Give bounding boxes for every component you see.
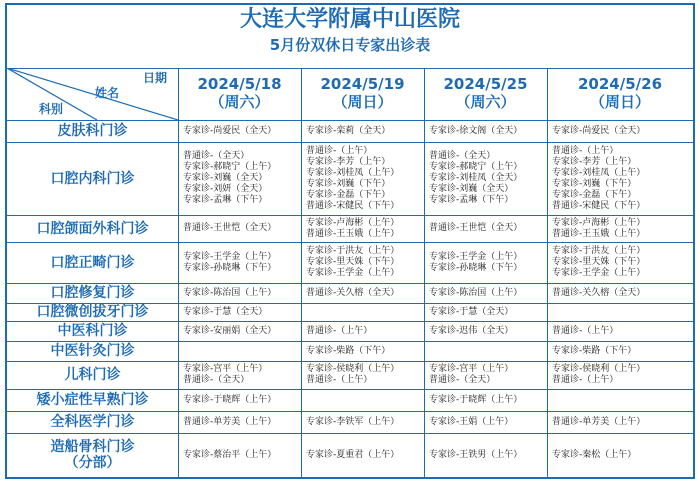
row-divider [7, 68, 693, 69]
department-label: 中医科门诊 [57, 323, 128, 339]
doctor-entry: 专家诊-卢海彬（上午） [306, 217, 400, 228]
schedule-cell [549, 361, 692, 389]
schedule-cell [549, 142, 692, 215]
column-divider [301, 68, 302, 477]
schedule-cell [180, 215, 300, 242]
schedule-cell [426, 142, 546, 215]
department-name [7, 433, 178, 477]
column-divider [178, 68, 179, 477]
doctor-entry: 专家诊-李铁军（上午） [306, 416, 400, 427]
schedule-cell [549, 321, 692, 341]
doctor-entry: 普通诊-（全天） [183, 151, 250, 161]
doctor-entry: 普通诊-（上午） [306, 325, 373, 336]
doctor-entry: 普通诊-（全天） [429, 375, 496, 385]
doctor-entry: 专家诊-刘巍（下午） [306, 178, 391, 189]
schedule-cell [549, 341, 692, 361]
doctor-entry: 专家诊-孙晓琳（下午） [183, 262, 277, 273]
schedule-cell [180, 321, 300, 341]
schedule-cell [426, 341, 546, 361]
department-label: 口腔内科门诊 [50, 170, 135, 187]
schedule-cell [303, 215, 423, 242]
date-header-date: 2024/5/18 [197, 75, 282, 93]
date-header-1 [178, 75, 301, 111]
doctor-entry: 专家诊-刘巍（全天） [183, 173, 268, 183]
department-label: 口腔修复门诊 [50, 285, 135, 301]
date-header-date: 2024/5/26 [577, 75, 663, 93]
department-name [7, 341, 178, 361]
doctor-entry: 专家诊-迟伟（全天） [429, 325, 514, 336]
doctor-entry: 专家诊-王学金（上午） [183, 251, 277, 262]
doctor-entry: 普通诊-关久榕（全天） [306, 287, 400, 298]
department-name [7, 361, 178, 389]
schedule-cell [549, 411, 692, 433]
schedule-cell [303, 283, 423, 303]
schedule-cell [426, 433, 546, 477]
schedule-cell [180, 120, 300, 142]
schedule-cell [180, 361, 300, 389]
schedule-cell [303, 361, 423, 389]
date-header-weekday: （周日） [589, 93, 650, 111]
doctor-entry: 专家诊-陈治国（上午） [429, 287, 523, 298]
doctor-entry: 专家诊-刘妍（全天） [183, 184, 268, 194]
date-header-weekday: （周日） [332, 93, 393, 111]
schedule-cell [180, 142, 300, 215]
department-name [7, 321, 178, 341]
department-label: 矮小症性早熟门诊 [36, 392, 149, 408]
schedule-cell [303, 142, 423, 215]
doctor-entry: 专家诊-郝晓宁（上午） [183, 162, 277, 172]
schedule-cell [549, 242, 692, 283]
department-label: 口腔微创拔牙门诊 [36, 304, 149, 320]
doctor-entry: 专家诊-于洪友（上午） [552, 246, 646, 256]
doctor-entry: 普通诊-单芳美（上午） [552, 416, 646, 427]
doctor-entry: 普通诊-王世恺（全天） [183, 223, 277, 233]
doctor-entry: 专家诊-孙晓琳（下午） [429, 262, 523, 273]
date-header-2 [301, 75, 424, 111]
doctor-entry: 专家诊-尚爱民（全天） [552, 125, 646, 136]
doctor-entry: 普通诊-单芳美（上午） [183, 416, 277, 427]
column-divider [547, 68, 548, 477]
doctor-entry: 专家诊-秦松（上午） [552, 449, 637, 460]
schedule-cell [549, 389, 692, 411]
schedule-cell [426, 303, 546, 321]
schedule-cell [303, 389, 423, 411]
schedule-cell [426, 283, 546, 303]
schedule-cell [549, 120, 692, 142]
department-name [7, 389, 178, 411]
doctor-entry: 普通诊-王玉娥（上午） [306, 228, 400, 239]
department-label: 口腔正畸门诊 [50, 254, 135, 271]
doctor-entry: 普通诊-（上午） [306, 145, 373, 156]
corner-name-label: 姓名 [95, 86, 120, 100]
schedule-cell [303, 120, 423, 142]
schedule-cell [303, 242, 423, 283]
doctor-entry: 专家诊-王娟（上午） [429, 416, 514, 427]
department-label: 皮肤科门诊 [57, 123, 128, 139]
page-title: 大连大学附属中山医院 [239, 7, 460, 32]
doctor-entry: 专家诊-里天姝（下午） [306, 257, 400, 267]
doctor-entry: 专家诊-于慧（全天） [429, 306, 514, 317]
department-name [7, 303, 178, 321]
doctor-entry: 专家诊-于晓辉（上午） [429, 394, 523, 405]
department-label: 中医针灸门诊 [50, 343, 135, 359]
department-label: 造船骨科门诊 [50, 439, 135, 455]
doctor-entry: 普通诊-（上午） [552, 325, 619, 336]
date-header-weekday: （周六） [209, 93, 270, 111]
date-header-weekday: （周六） [455, 93, 516, 111]
doctor-entry: 普通诊-关久榕（全天） [552, 287, 646, 298]
schedule-cell [426, 361, 546, 389]
doctor-entry: 专家诊-李芳（上午） [306, 156, 391, 167]
department-label: 儿科门诊 [64, 367, 121, 383]
doctor-entry: 专家诊-刘桂凤（上午） [306, 167, 400, 178]
doctor-entry: 专家诊-侯晓利（上午） [306, 364, 400, 374]
doctor-entry: 专家诊-尚爱民（全天） [183, 125, 277, 136]
schedule-cell [426, 411, 546, 433]
doctor-entry: 专家诊-柴路（下午） [306, 345, 391, 356]
doctor-entry: 普通诊-（全天） [429, 151, 496, 161]
doctor-entry: 专家诊-李芳（上午） [552, 156, 637, 167]
schedule-cell [426, 120, 546, 142]
department-name [7, 411, 178, 433]
schedule-cell [180, 303, 300, 321]
doctor-entry: 普通诊-（上午） [552, 145, 619, 156]
doctor-entry: 专家诊-于慧（全天） [183, 306, 268, 317]
page-subtitle: 5月份双休日专家出诊表 [269, 36, 431, 54]
department-label: （分部） [64, 455, 121, 471]
department-name [7, 142, 178, 215]
doctor-entry: 专家诊-栾莉（全天） [306, 125, 391, 136]
schedule-cell [426, 242, 546, 283]
date-header-4 [547, 75, 693, 111]
date-header-date: 2024/5/25 [443, 75, 528, 93]
doctor-entry: 普通诊-王玉娥（上午） [552, 228, 646, 239]
doctor-entry: 专家诊-金磊（下午） [552, 189, 637, 200]
corner-date-label: 日期 [143, 71, 168, 85]
doctor-entry: 专家诊-卢海彬（上午） [552, 217, 646, 228]
column-divider [424, 68, 425, 477]
doctor-entry: 专家诊-夏重君（上午） [306, 449, 400, 460]
corner-dept-label: 科别 [39, 102, 64, 116]
doctor-entry: 专家诊-蔡治平（上午） [183, 449, 277, 460]
schedule-cell [180, 389, 300, 411]
department-label: 口腔颌面外科门诊 [36, 220, 149, 237]
schedule-frame [5, 3, 695, 479]
schedule-cell [303, 411, 423, 433]
doctor-entry: 专家诊-王学金（上午） [306, 268, 400, 278]
schedule-cell [303, 433, 423, 477]
doctor-entry: 专家诊-金磊（下午） [306, 189, 391, 200]
doctor-entry: 专家诊-刘桂凤（上午） [552, 167, 646, 178]
schedule-cell [180, 341, 300, 361]
doctor-entry: 普通诊-宋健民（下午） [306, 200, 400, 211]
doctor-entry: 专家诊-于洪友（上午） [306, 246, 400, 256]
doctor-entry: 专家诊-宫平（上午） [183, 364, 268, 374]
department-label: 全科医学门诊 [50, 414, 135, 430]
schedule-cell [180, 411, 300, 433]
schedule-cell [180, 433, 300, 477]
schedule-cell [549, 433, 692, 477]
doctor-entry: 专家诊-王学金（上午） [429, 251, 523, 262]
department-name [7, 120, 178, 142]
schedule-cell [180, 283, 300, 303]
doctor-entry: 普通诊-（上午） [306, 375, 373, 385]
schedule-cell [426, 215, 546, 242]
department-name [7, 242, 178, 283]
doctor-entry: 专家诊-陈治国（上午） [183, 287, 277, 298]
doctor-entry: 专家诊-宫平（上午） [429, 364, 514, 374]
doctor-entry: 普通诊-（上午） [552, 375, 619, 385]
schedule-cell [549, 283, 692, 303]
doctor-entry: 普通诊-（全天） [183, 375, 250, 385]
doctor-entry: 专家诊-于晓辉（上午） [183, 394, 277, 405]
doctor-entry: 专家诊-刘巍（下午） [552, 178, 637, 189]
doctor-entry: 专家诊-孟琳（下午） [429, 195, 514, 205]
doctor-entry: 专家诊-王学金（上午） [552, 268, 646, 278]
doctor-entry: 普通诊-王世恺（全天） [429, 223, 523, 233]
schedule-cell [549, 303, 692, 321]
doctor-entry: 专家诊-刘巍（全天） [429, 184, 514, 194]
doctor-entry: 专家诊-徐文阁（全天） [429, 125, 523, 136]
doctor-entry: 普通诊-宋健民（下午） [552, 200, 646, 211]
department-name [7, 215, 178, 242]
doctor-entry: 专家诊-里天姝（下午） [552, 257, 646, 267]
schedule-cell [180, 242, 300, 283]
schedule-cell [426, 389, 546, 411]
doctor-entry: 专家诊-安丽娟（全天） [183, 325, 277, 336]
doctor-entry: 专家诊-孟琳（下午） [183, 195, 268, 205]
schedule-cell [549, 215, 692, 242]
doctor-entry: 专家诊-侯晓利（上午） [552, 364, 646, 374]
schedule-cell [426, 321, 546, 341]
date-header-3 [424, 75, 547, 111]
doctor-entry: 专家诊-柴路（下午） [552, 345, 637, 356]
doctor-entry: 专家诊-王铁男（上午） [429, 449, 523, 460]
schedule-cell [303, 321, 423, 341]
department-name [7, 283, 178, 303]
schedule-cell [303, 303, 423, 321]
doctor-entry: 专家诊-刘桂凤（全天） [429, 173, 523, 183]
schedule-cell [303, 341, 423, 361]
date-header-date: 2024/5/19 [320, 75, 405, 93]
doctor-entry: 专家诊-郝晓宁（上午） [429, 162, 523, 172]
